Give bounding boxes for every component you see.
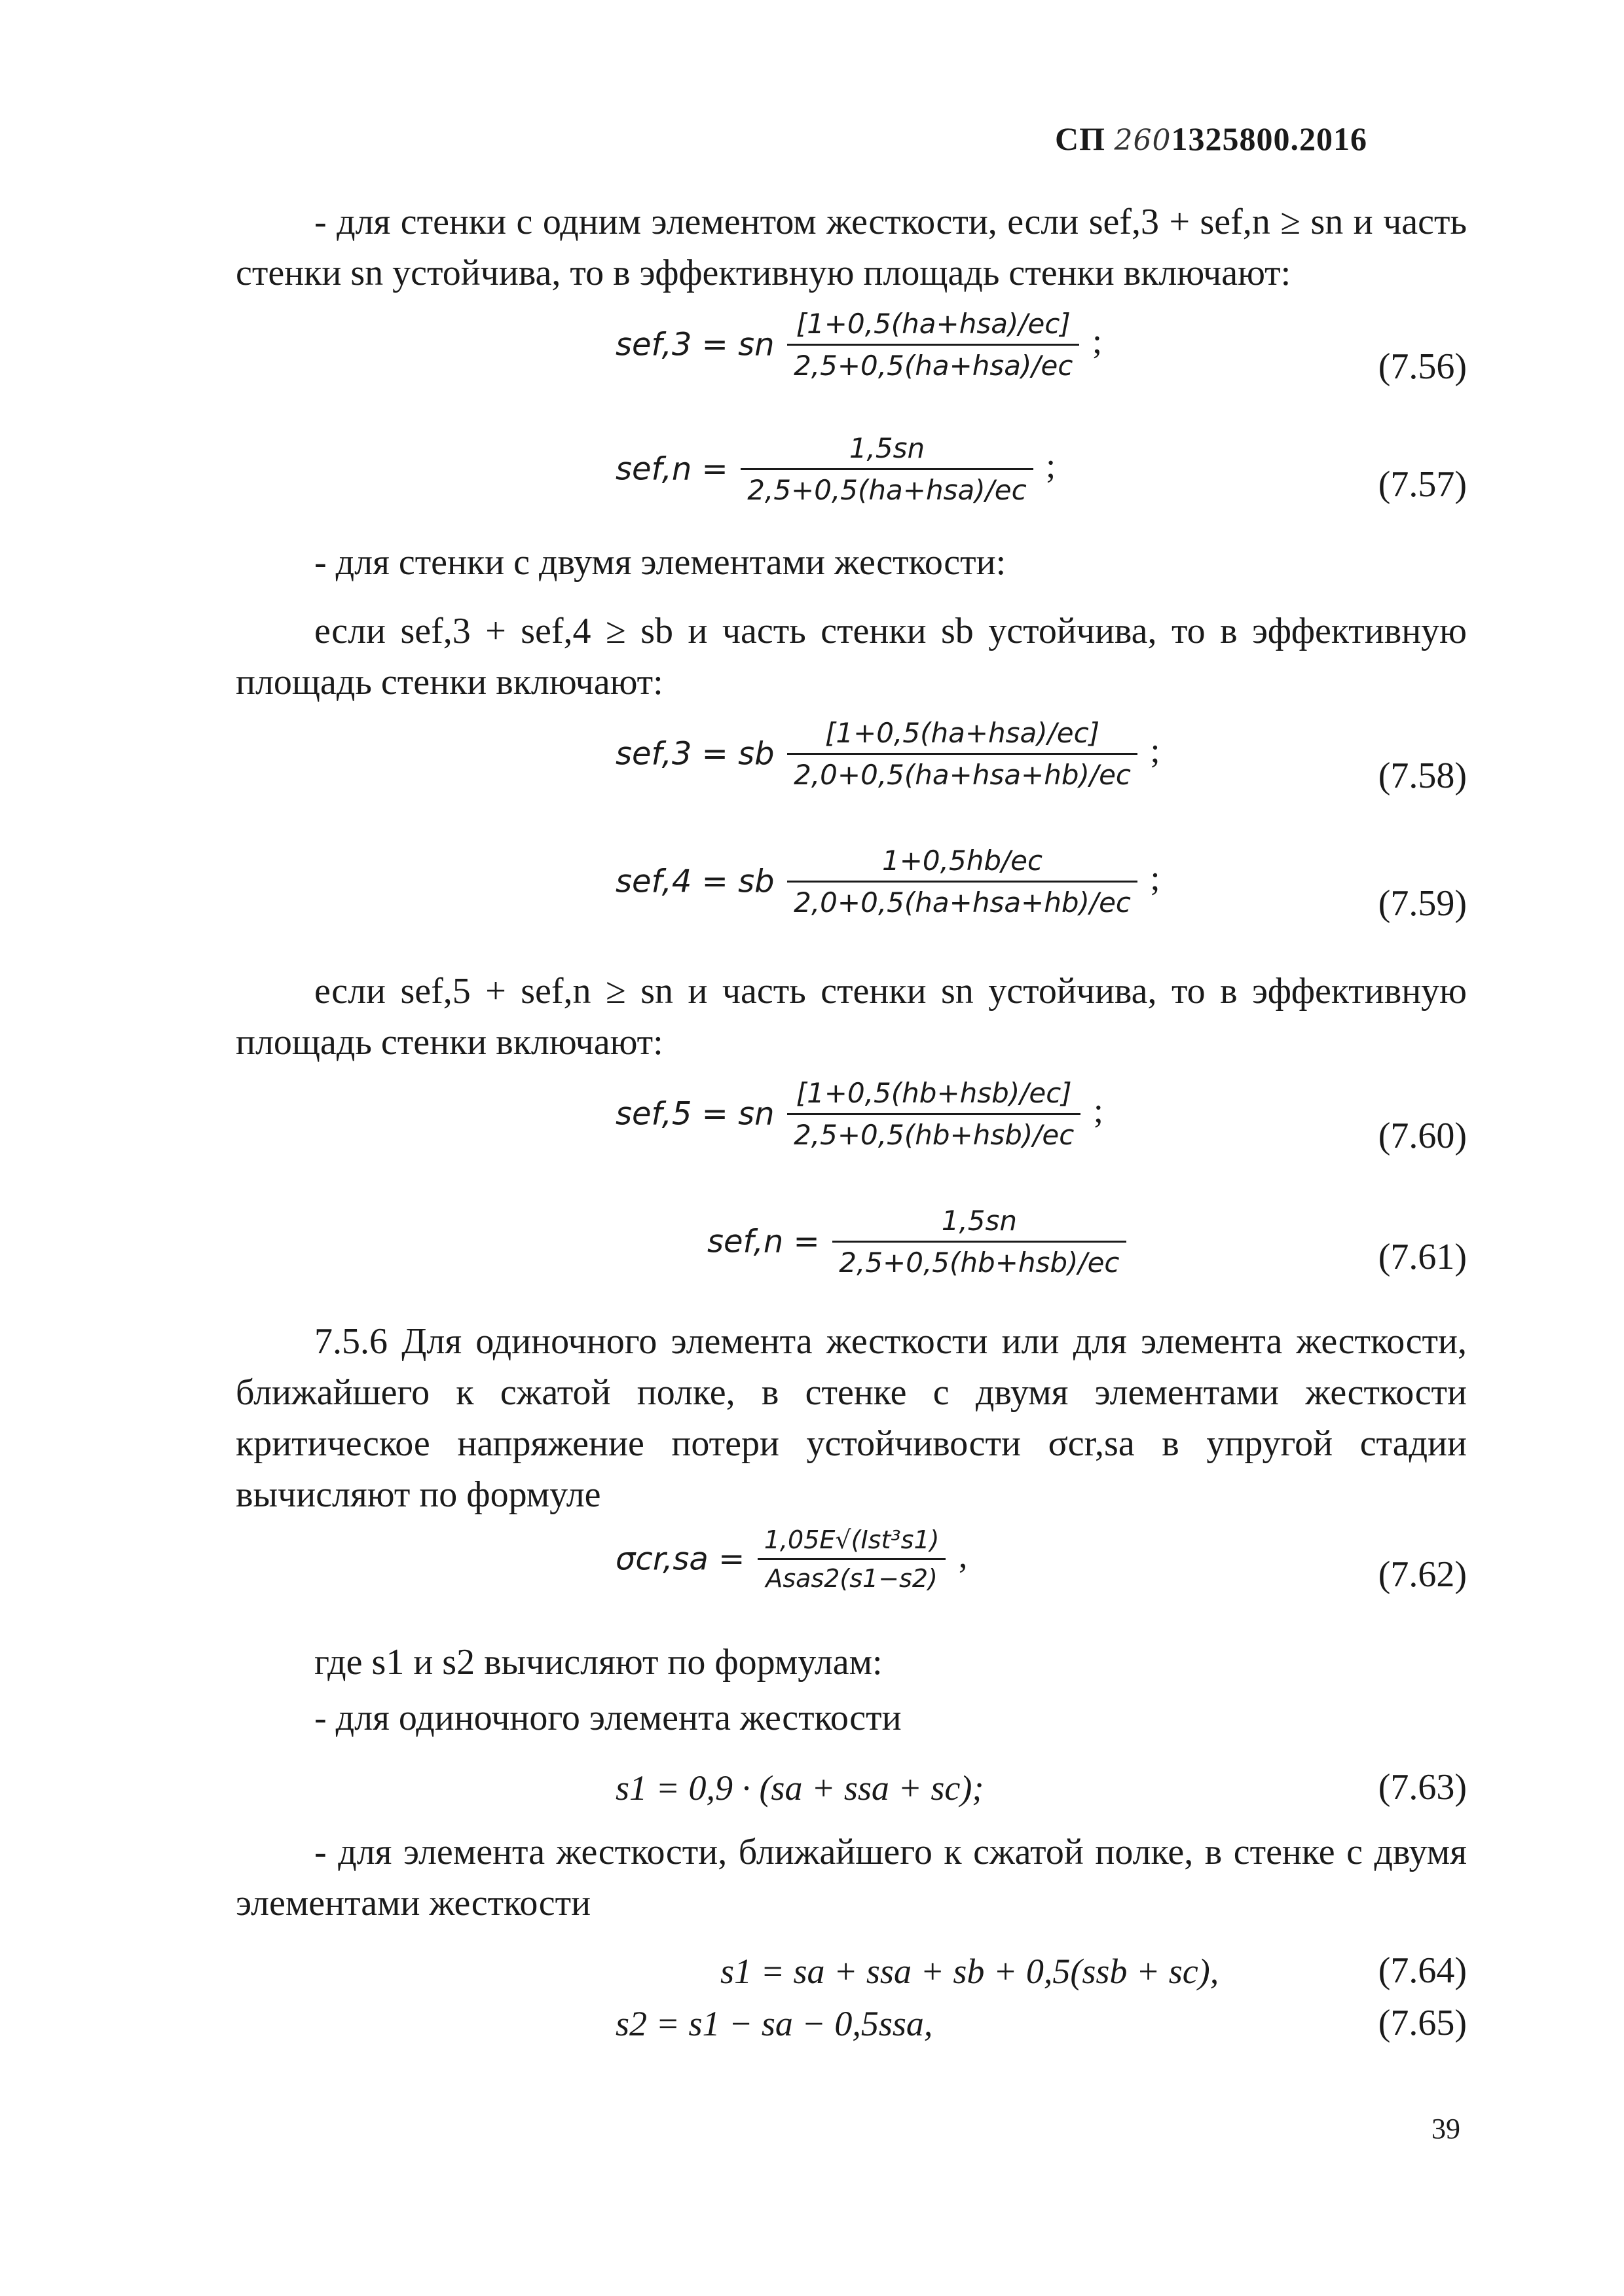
- equation-7-62: [367, 1525, 1467, 1624]
- equation-fraction: [787, 1077, 1080, 1151]
- fraction-numerator: 1,5sn: [741, 432, 1033, 470]
- equation-lhs: sef,3 = sb: [616, 735, 775, 773]
- equation-number: (7.62): [1378, 1554, 1467, 1595]
- fraction-denominator: 2,0+0,5(ha+hsa+hb)/ec: [794, 759, 1131, 791]
- equation-lhs: sef,5 = sn: [616, 1095, 775, 1133]
- equation-7-57: [367, 432, 1467, 537]
- equation-number: (7.59): [1378, 883, 1467, 924]
- equation-fraction: [741, 432, 1033, 506]
- equation-fraction: [758, 1525, 946, 1593]
- equation-7-63: [367, 1755, 1467, 1820]
- paragraph-one-stiffener: - для стенки с одним элементом жесткости, если sef,3 + sef,n ≥ sn и часть стенки sn устойчива, то в эффективную площадь стенки включают:: [236, 202, 1467, 293]
- page-number: 39: [1431, 2113, 1460, 2145]
- paragraph-single-stiffener: - для одиночного элемента жесткости: [314, 1698, 902, 1738]
- fraction-numerator: 1,5sn: [832, 1205, 1126, 1243]
- equation-number: (7.57): [1378, 464, 1467, 505]
- equation-tail: ;: [1150, 858, 1160, 898]
- paragraph-two-stiffeners: - для стенки с двумя элементами жесткости:: [314, 542, 1006, 583]
- equation-number: (7.61): [1378, 1237, 1467, 1277]
- equation-tail: ,: [958, 1535, 968, 1575]
- equation-lhs: sef,3 = sn: [616, 326, 775, 363]
- equation-7-60: [367, 1077, 1467, 1195]
- document-header: [1055, 120, 1367, 158]
- fraction-numerator: 1,05E√(Ist³s1): [758, 1525, 946, 1560]
- fraction-numerator: [1+0,5(ha+hsa)/ec]: [787, 717, 1137, 755]
- header-code: 1325800.2016: [1171, 120, 1367, 157]
- equation-7-61: [367, 1205, 1467, 1309]
- paragraph-where: где s1 и s2 вычисляют по формулам:: [314, 1642, 883, 1683]
- equation-tail: ;: [1093, 1090, 1103, 1130]
- header-handwritten-number: 260: [1114, 124, 1172, 157]
- fraction-denominator: 2,5+0,5(hb+hsb)/ec: [794, 1119, 1075, 1151]
- equation-fraction: [787, 717, 1137, 791]
- fraction-denominator: 2,5+0,5(ha+hsa)/ec: [747, 474, 1027, 506]
- equation-7-65: [367, 1990, 1467, 2056]
- paragraph-condition-sb: если sef,3 + sef,4 ≥ sb и часть стенки sb устойчива, то в эффективную площадь стенки включают:: [236, 611, 1467, 702]
- equation-lhs: sef,n =: [616, 450, 728, 488]
- equation-7-58: [367, 717, 1467, 835]
- equation-tail: ;: [1046, 445, 1056, 485]
- equation-lhs: sef,n =: [707, 1223, 820, 1260]
- fraction-numerator: 1+0,5hb/ec: [787, 845, 1137, 883]
- equation-fraction: [787, 845, 1137, 919]
- equation-number: (7.64): [1378, 1950, 1467, 1991]
- equation-number: (7.60): [1378, 1116, 1467, 1156]
- fraction-numerator: [1+0,5(hb+hsb)/ec]: [787, 1077, 1080, 1115]
- equation-fraction: [787, 308, 1079, 382]
- fraction-numerator: [1+0,5(ha+hsa)/ec]: [787, 308, 1079, 346]
- paragraph-condition-sn: если sef,5 + sef,n ≥ sn и часть стенки sn устойчива, то в эффективную площадь стенки включают:: [236, 971, 1467, 1063]
- fraction-denominator: Asas2(s1−s2): [766, 1564, 938, 1593]
- fraction-denominator: 2,5+0,5(ha+hsa)/ec: [794, 350, 1073, 382]
- equation-tail: ;: [1150, 730, 1160, 770]
- equation-fraction: [832, 1205, 1126, 1279]
- equation-text: s1 = sa + ssa + sb + 0,5(ssb + sc),: [720, 1952, 1219, 1991]
- equation-7-59: [367, 845, 1467, 962]
- equation-number: (7.56): [1378, 346, 1467, 387]
- equation-number: (7.58): [1378, 756, 1467, 796]
- paragraph-nearest-stiffener: - для элемента жесткости, ближайшего к сжатой полке, в стенке с двумя элементами жесткости: [236, 1832, 1467, 1923]
- header-prefix: СП: [1055, 120, 1106, 157]
- equation-lhs: σcr,sa =: [616, 1540, 745, 1578]
- equation-lhs: sef,4 = sb: [616, 863, 775, 900]
- equation-number: (7.65): [1378, 2003, 1467, 2043]
- fraction-denominator: 2,5+0,5(hb+hsb)/ec: [839, 1247, 1120, 1279]
- equation-tail: ;: [1092, 321, 1102, 361]
- equation-7-56: [367, 308, 1467, 426]
- section-7-5-6: 7.5.6 Для одиночного элемента жесткости или для элемента жесткости, ближайшего к сжатой полке, в стенке с двумя элементами жесткости критическое напряжение потери устойчивости σcr,sa в упругой стадии вычисляют по формуле: [236, 1321, 1467, 1515]
- fraction-denominator: 2,0+0,5(ha+hsa+hb)/ec: [794, 886, 1131, 919]
- equation-text: s1 = 0,9 · (sa + ssa + sc);: [616, 1768, 984, 1808]
- equation-number: (7.63): [1378, 1767, 1467, 1808]
- equation-text: s2 = s1 − sa − 0,5ssa,: [616, 2004, 933, 2043]
